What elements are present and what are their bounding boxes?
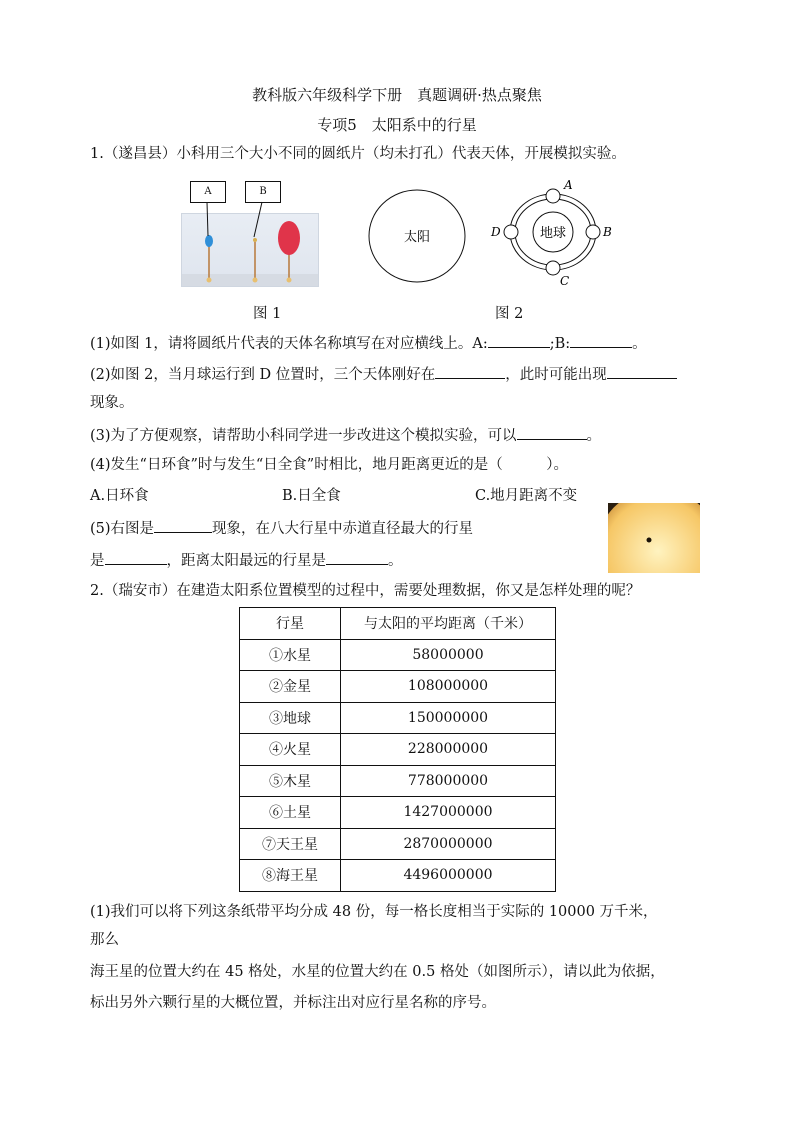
- table-cell-distance: 150000000: [341, 702, 556, 734]
- q1-sub2-text-b: ，此时可能出现: [505, 367, 607, 383]
- moon-pos-c: [546, 261, 560, 275]
- q2-sub1-line3: 海王星的位置大约在 45 格处，水星的位置大约在 0.5 格处（如图所示），请以此为依据，: [90, 964, 665, 980]
- q1-sub5-text-c: 是: [90, 553, 105, 569]
- planet-distance-table: [239, 607, 556, 892]
- fig1-caption: 图 1: [253, 306, 282, 322]
- transit-photo: [608, 503, 700, 573]
- fig1-label-b: B: [259, 186, 267, 197]
- table-header-planet: 行星: [240, 608, 341, 640]
- table-cell-planet: ①水星: [240, 639, 341, 671]
- q2-sub1-line2: 那么: [90, 932, 119, 948]
- table-row: [240, 639, 556, 671]
- moon-pos-a: [546, 189, 560, 203]
- page-title: 教科版六年级科学下册 真题调研·热点聚焦: [252, 86, 542, 104]
- table-cell-distance: 58000000: [341, 639, 556, 671]
- section-subtitle: 专项5 太阳系中的行星: [317, 116, 477, 134]
- q1-sub5-end: 。: [388, 553, 403, 569]
- q2-sub1-line1: (1)我们可以将下列这条纸带平均分成 48 份，每一格长度相当于实际的 10000 万千米，: [90, 904, 658, 920]
- q1-sub2-cont: 现象。: [90, 395, 134, 411]
- fig2-caption: 图 2: [495, 306, 524, 322]
- pos-c-label: C: [560, 274, 570, 288]
- sun-disc: [608, 503, 700, 573]
- table-header-row: [240, 608, 556, 640]
- q1-sub5-line1: [90, 517, 473, 539]
- pos-a-label: A: [564, 178, 573, 192]
- q1-sub1-end: 。: [632, 336, 647, 352]
- table-cell-planet: ②金星: [240, 671, 341, 703]
- pos-d-label: D: [491, 225, 501, 239]
- q1-sub4-option-b[interactable]: B.日全食: [282, 488, 341, 504]
- table-cell-planet: ⑤木星: [240, 765, 341, 797]
- q1-sub1: [90, 332, 647, 354]
- q1-sub5-text-b: 现象，在八大行星中赤道直径最大的行星: [212, 521, 474, 537]
- table-cell-planet: ⑧海王星: [240, 860, 341, 892]
- q1-sub4-option-a[interactable]: A.日环食: [90, 488, 149, 504]
- pointer-b: [254, 202, 262, 237]
- answer-blank-phenomenon[interactable]: [607, 363, 677, 379]
- table-row: [240, 860, 556, 892]
- q1-sub2: [90, 363, 677, 385]
- table-cell-planet: ⑥土星: [240, 797, 341, 829]
- q1-sub4-option-c[interactable]: C.地月距离不变: [475, 488, 578, 504]
- q1-sub5-text-a: (5)右图是: [90, 521, 155, 537]
- table-row: [240, 765, 556, 797]
- q1-stem: 1.（遂昌县）小科用三个大小不同的圆纸片（均未打孔）代表天体，开展模拟实验。: [90, 146, 626, 162]
- q1-sub1-text-a: (1)如图 1，请将圆纸片代表的天体名称填写在对应横线上。A:: [90, 336, 488, 352]
- table-cell-distance: 228000000: [341, 734, 556, 766]
- table-header-distance: 与太阳的平均距离（千米）: [341, 608, 556, 640]
- q1-sub1-text-b: ;B:: [549, 336, 571, 352]
- table-cell-distance: 1427000000: [341, 797, 556, 829]
- answer-blank-a[interactable]: [488, 332, 550, 348]
- sun-label: 太阳: [403, 230, 431, 245]
- table-cell-distance: 108000000: [341, 671, 556, 703]
- q1-sub3: [90, 424, 601, 446]
- q1-sub3-text: (3)为了方便观察，请帮助小科同学进一步改进这个模拟实验，可以: [90, 428, 517, 444]
- q2-sub1-line4: 标出另外六颗行星的大概位置，并标注出对应行星名称的序号。: [90, 995, 496, 1011]
- pointer-a: [207, 202, 208, 236]
- q2-stem: 2.（瑞安市）在建造太阳系位置模型的过程中，需要处理数据，你又是怎样处理的呢？: [90, 583, 641, 599]
- table-cell-planet: ⑦天王星: [240, 828, 341, 860]
- moon-pos-d: [504, 225, 518, 239]
- table-row: [240, 734, 556, 766]
- table-cell-distance: 778000000: [341, 765, 556, 797]
- table-row: [240, 702, 556, 734]
- answer-blank-largest[interactable]: [105, 549, 167, 565]
- table-row: [240, 828, 556, 860]
- table-row: [240, 671, 556, 703]
- pos-b-label: B: [603, 225, 612, 239]
- table-row: [240, 797, 556, 829]
- q1-sub2-text-a: (2)如图 2，当月球运行到 D 位置时，三个天体刚好在: [90, 367, 436, 383]
- table-cell-distance: 2870000000: [341, 828, 556, 860]
- sun-transit-illustration: [608, 503, 700, 573]
- fig1-label-a: A: [204, 186, 212, 197]
- earth-label: 地球: [539, 226, 567, 241]
- q1-sub5-text-d: ，距离太阳最远的行星是: [166, 553, 326, 569]
- fig2-diagram: [360, 172, 720, 292]
- answer-blank-b[interactable]: [570, 332, 632, 348]
- moon-pos-b: [586, 225, 600, 239]
- q1-sub4: (4)发生“日环食”时与发生“日全食”时相比，地月距离更近的是（ ）。: [90, 457, 568, 473]
- planet-dot: [647, 538, 652, 543]
- answer-blank-improve[interactable]: [517, 424, 587, 440]
- answer-blank-farthest[interactable]: [326, 549, 388, 565]
- q1-sub5-line2: [90, 549, 403, 571]
- q1-sub3-end: 。: [586, 428, 602, 444]
- answer-blank-alignment[interactable]: [435, 363, 505, 379]
- table-cell-planet: ④火星: [240, 734, 341, 766]
- answer-blank-transit[interactable]: [154, 517, 212, 533]
- table-cell-planet: ③地球: [240, 702, 341, 734]
- table-cell-distance: 4496000000: [341, 860, 556, 892]
